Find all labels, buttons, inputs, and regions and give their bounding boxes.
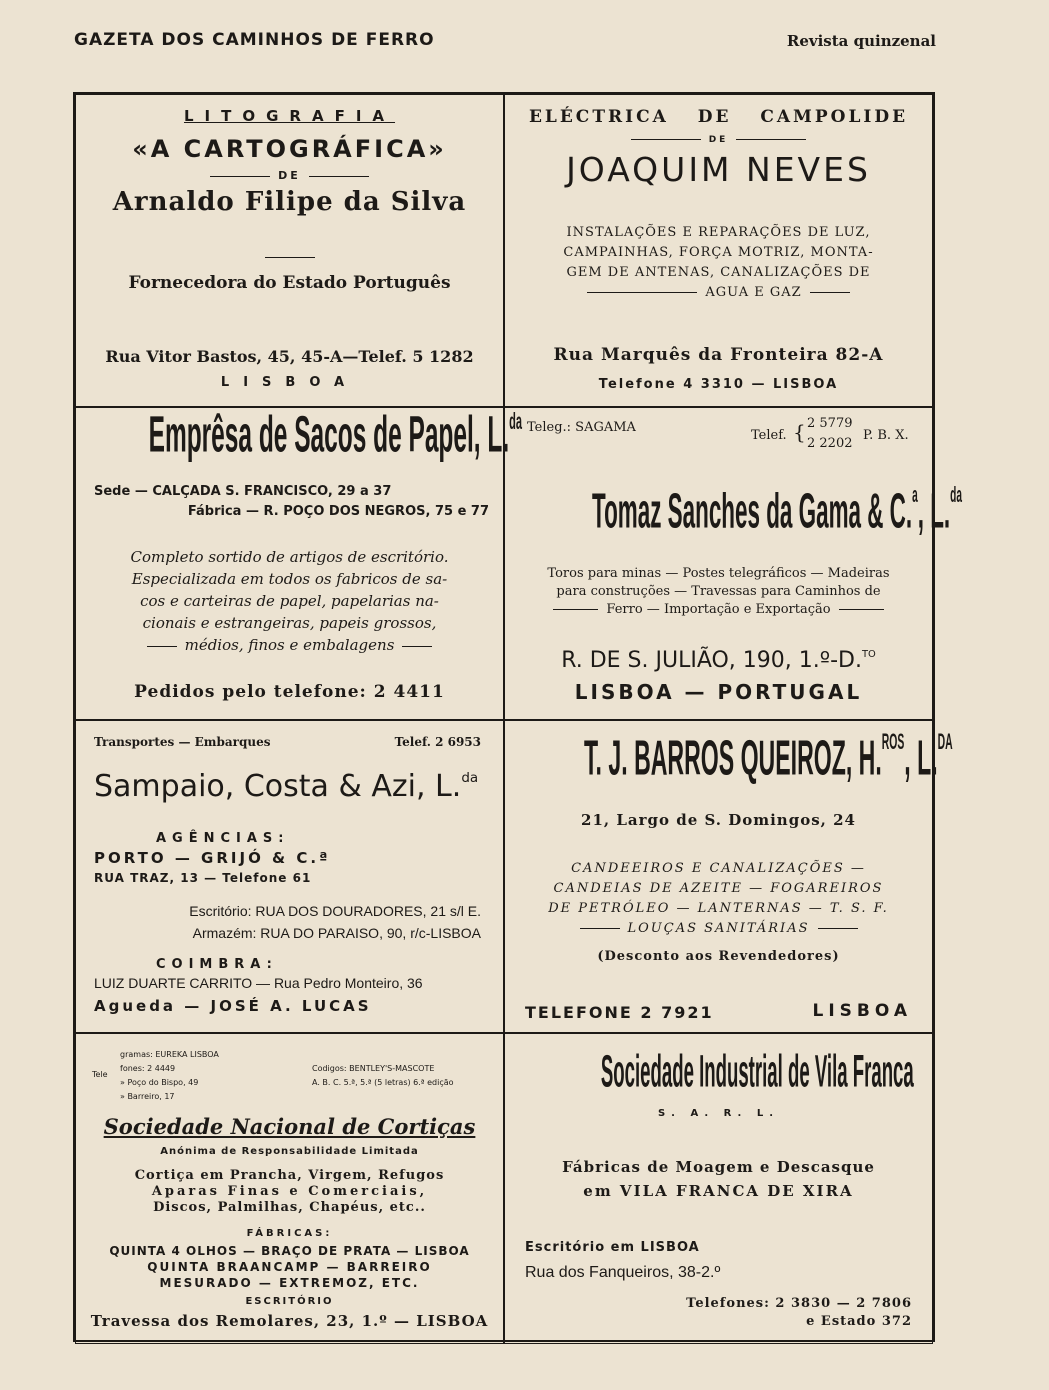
ad3-body5: médios, finos e embalagens [76, 636, 503, 654]
ad-barros-queiroz [504, 720, 953, 1033]
ad5-coimbra-addr: LUIZ DUARTE CARRITO — Rua Pedro Monteiro, 36 [94, 975, 423, 991]
ad6-discount: (Desconto aos Revendedores) [597, 949, 840, 964]
ad4-telef1: 2 5779 [807, 416, 853, 431]
ad8-body1: Fábricas de Moagem e Descasque [562, 1158, 875, 1176]
ad-sacos-papel [75, 406, 523, 720]
ad7-subtitle: Anónima de Responsabilidade Limitada [160, 1146, 419, 1157]
ad3-body1: Completo sortido de artigos de escritório. [130, 548, 449, 566]
ad1-city: LISBOA [220, 375, 359, 390]
ad2-body3: GEM DE ANTENAS, CANALIZAÇÕES DE [566, 265, 871, 280]
ad7-address: Travessa dos Remolares, 23, 1.º — LISBOA [90, 1312, 489, 1330]
ad4-address: R. DE S. JULIÃO, 190, 1.º-D.$^{TO}$ [561, 648, 876, 673]
ad-nacional-corticas [75, 1033, 504, 1344]
journal-title: GAZETA DOS CAMINHOS DE FERRO [74, 30, 435, 50]
ad7-contacts [120, 1048, 219, 1104]
ad4-city: LISBOA — PORTUGAL [574, 680, 863, 704]
ad4-teleg: Teleg.: SAGAMA [527, 420, 636, 435]
ad6-phone: TELEFONE 2 7921 [525, 1003, 714, 1022]
ad7-fab1: QUINTA 4 OLHOS — BRAÇO DE PRATA — LISBOA [109, 1244, 470, 1258]
ad2-body2: CAMPAINHAS, FORÇA MOTRIZ, MONTA- [563, 245, 874, 260]
ad2-de: DE [505, 135, 932, 145]
ad7-body2: Aparas Finas e Comerciais, [151, 1184, 428, 1199]
ad6-body4: LOUÇAS SANITÁRIAS [505, 921, 932, 936]
ad5-porto: PORTO — GRIJÓ & C.ª [94, 849, 331, 867]
ad6-body1: CANDEEIROS E CANALIZAÇÕES — [571, 861, 866, 876]
ads-grid [73, 92, 962, 1342]
ad-electrica-campolide [504, 94, 933, 407]
ad4-telef2: 2 2202 [807, 436, 853, 451]
ad2-kicker: ELÉCTRICA DE CAMPOLIDE [528, 107, 909, 127]
ad5-top-right: Telef. 2 6953 [394, 735, 481, 749]
ad2-body4: AGUA E GAZ [505, 285, 932, 300]
ad5-agueda: Agueda — JOSÉ A. LUCAS [94, 997, 372, 1015]
ad4-name: Tomaz Sanches da Gama & C.$^a$, L.$^{da}$ [592, 482, 962, 538]
ad3-sede: Sede — CALÇADA S. FRANCISCO, 29 a 37 [94, 484, 392, 499]
ad6-city: LISBOA [812, 1001, 912, 1021]
ad7-codigos: Codigos: BENTLEY'S-MASCOTE [312, 1064, 435, 1073]
ad-sampaio-costa [75, 720, 504, 1033]
ad7-body3: Discos, Palmilhas, Chapéus, etc.. [153, 1200, 426, 1215]
ad6-body3: DE PETRÓLEO — LANTERNAS — T. S. F. [548, 901, 889, 916]
ad4-body3: Ferro — Importação e Exportação [505, 602, 932, 617]
journal-subtitle: Revista quinzenal [786, 32, 936, 50]
ad3-body3: cos e carteiras de papel, papelarias na- [140, 592, 439, 610]
ad7-fones-1: » Poço do Bispo, 49 [120, 1078, 199, 1087]
ad1-address: Rua Vitor Bastos, 45, 45-A—Telef. 5 1282 [105, 347, 474, 366]
ad6-name: T. J. BARROS QUEIROZ, H.$^{ROS}$, L.$^{DA}$ [584, 729, 953, 785]
ad5-agencias: AGÊNCIAS: [156, 831, 290, 846]
ad7-fabricas: FÁBRICAS: [246, 1228, 333, 1239]
ad7-fab3: MESURADO — EXTREMOZ, ETC. [159, 1276, 420, 1290]
page-header [74, 22, 936, 50]
ad8-name: Sociedade Industrial de Vila Franca [600, 1047, 914, 1097]
ad2-body1: INSTALAÇÕES E REPARAÇÕES DE LUZ, [566, 225, 871, 240]
ad8-phones: Telefones: 2 3830 — 2 7806 [686, 1296, 912, 1311]
ad3-name: Emprêsa de Sacos de Papel, L.$^{da}$ [148, 406, 523, 464]
ad7-codes [312, 1062, 454, 1090]
ad5-top-left: Transportes — Embarques [94, 735, 271, 749]
ad3-body2: Especializada em todos os fabricos de sa- [131, 570, 448, 588]
ad-vila-franca [504, 1033, 933, 1344]
ad8-office: Escritório em LISBOA [525, 1240, 700, 1255]
ad-tomaz-sanches [504, 407, 962, 720]
ad6-body2: CANDEIAS DE AZEITE — FOGAREIROS [553, 881, 884, 896]
ad1-owner: Arnaldo Filipe da Silva [112, 187, 467, 217]
ad-cartografica [75, 94, 504, 407]
ad1-divider [76, 247, 503, 266]
ad5-armazem: Armazém: RUA DO PARAISO, 90, r/c-LISBOA [192, 925, 481, 941]
ad2-address: Rua Marquês da Fronteira 82-A [553, 345, 884, 365]
ad8-address: Rua dos Fanqueiros, 38-2.º [525, 1264, 721, 1281]
ad1-tagline: Fornecedora do Estado Português [128, 273, 451, 293]
ad5-name: Sampaio, Costa & Azi, L.$^{da}$ [94, 769, 479, 804]
ad7-fones-2: » Barreiro, 17 [120, 1092, 175, 1101]
ad5-escritorio: Escritório: RUA DOS DOURADORES, 21 s/l E. [189, 903, 481, 919]
ad6-address: 21, Largo de S. Domingos, 24 [581, 811, 856, 829]
ad7-fab2: QUINTA BRAANCAMP — BARREIRO [147, 1260, 432, 1274]
ad7-body1: Cortiça em Prancha, Virgem, Refugos [134, 1168, 445, 1183]
ad2-phone: Telefone 4 3310 — LISBOA [598, 377, 839, 392]
ad8-sarl: S. A. R. L. [657, 1108, 780, 1119]
ad4-body1: Toros para minas — Postes telegráficos — Madeiras [547, 566, 890, 581]
ad4-body2: para construções — Travessas para Caminhos de [556, 584, 881, 599]
ad4-pbx: P. B. X. [863, 428, 909, 443]
ad7-gramas: gramas: EUREKA LISBOA [120, 1050, 219, 1059]
ad7-tele: Tele [92, 1070, 108, 1079]
ad5-porto-addr: RUA TRAZ, 13 — Telefone 61 [94, 871, 312, 885]
ad1-de: DE [76, 169, 503, 182]
ad3-fabrica: Fábrica — R. POÇO DOS NEGROS, 75 e 77 [187, 504, 489, 519]
ad1-name: «A CARTOGRÁFICA» [132, 135, 447, 163]
ad1-kicker: LITOGRAFIA [183, 107, 396, 125]
ad2-name: JOAQUIM NEVES [566, 150, 871, 189]
ad7-escritorio: ESCRITÓRIO [245, 1296, 334, 1307]
ad4-brace: { [793, 420, 806, 444]
ad8-estado: e Estado 372 [806, 1314, 912, 1329]
ad5-coimbra: COIMBRA: [156, 957, 278, 972]
ad4-telef-label: Telef. [751, 428, 787, 443]
ad3-orders: Pedidos pelo telefone: 2 4411 [134, 682, 445, 702]
ad3-body4: cionais e estrangeiras, papeis grossos, [142, 614, 437, 632]
ad7-codigos2: A. B. C. 5.ª, 5.ª (5 letras) 6.ª edição [312, 1078, 454, 1087]
ad7-fones: fones: 2 4449 [120, 1064, 176, 1073]
ad7-name: Sociedade Nacional de Cortiças [103, 1114, 476, 1139]
ad8-body2: em VILA FRANCA DE XIRA [583, 1182, 854, 1200]
